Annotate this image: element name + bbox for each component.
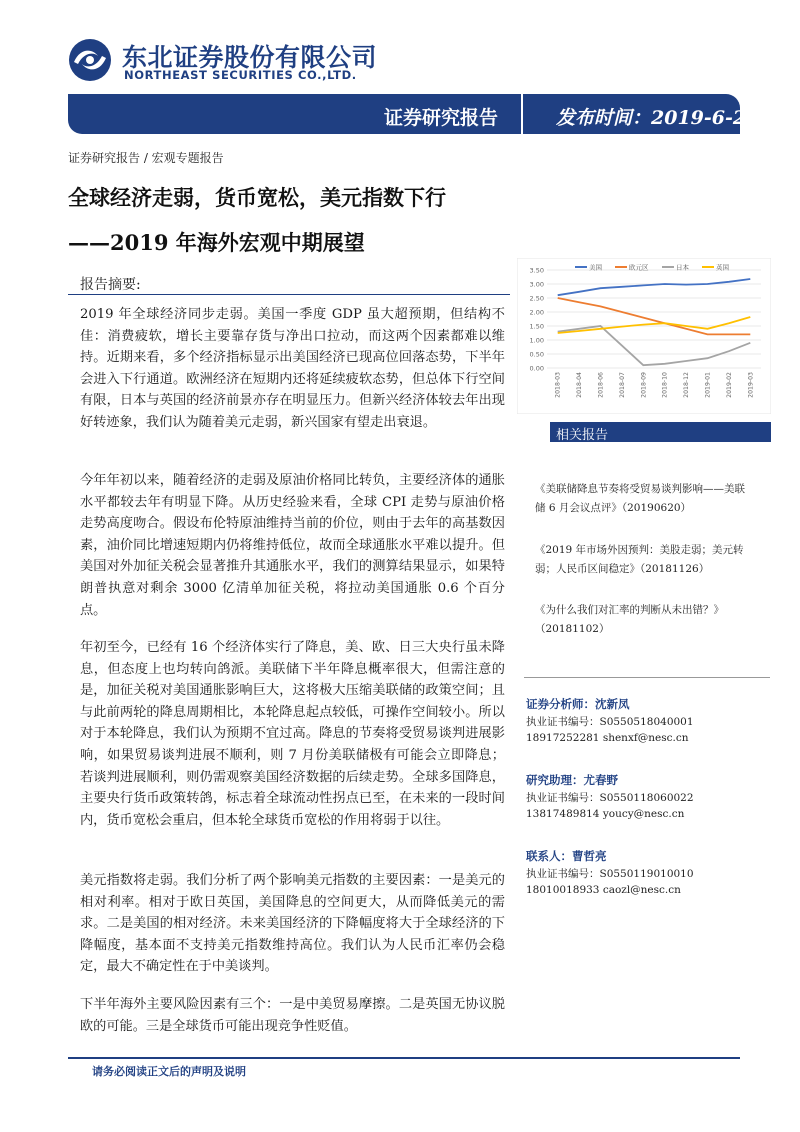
company-name-cn: 东北证券股份有限公司: [122, 43, 378, 72]
report-type-label: 证券研究报告: [384, 107, 499, 129]
analyst-divider: [524, 677, 770, 678]
company-logo-icon: [68, 38, 112, 82]
summary-paragraph-5: 下半年海外主要风险因素有三个：一是中美贸易摩擦。二是英国无协议脱欧的可能。三是全球货币可能出现竞争性贬值。: [80, 997, 505, 1034]
breadcrumb: 证券研究报告 / 宏观专题报告: [68, 151, 224, 165]
summary-paragraph-1: 2019 年全球经济同步走弱。美国一季度 GDP 虽大超预期，但结构不佳：消费疲软，增长主要靠存货与净出口拉动，而这两个因素都难以维持。近期来看，多个经济指标显示出美国经济已现高位回落态势，下半年会进入下行通道。欧洲经济在短期内还将延续疲软态势，但总体下行空间有限，日本与英国的经济前景亦存在明显压力。但新兴经济体较去年出现好转迹象，我们认为随着美元走弱，新兴国家有望走出衰退。: [80, 307, 505, 430]
y-tick-label: 1.00: [529, 336, 544, 345]
company-name-en: NORTHEAST SECURITIES CO.,LTD.: [124, 68, 357, 82]
summary-divider: [68, 294, 510, 295]
x-tick-label: 2018-12: [683, 372, 691, 398]
analyst-cert: 执业证书编号：S0550118060022: [526, 792, 694, 804]
analyst-cert: 执业证书编号：S0550518040001: [526, 716, 694, 728]
x-tick-label: 2018-06: [597, 372, 605, 398]
legend-label: 美国: [589, 263, 602, 272]
summary-heading: 报告摘要:: [80, 277, 141, 293]
y-tick-label: 0.50: [529, 350, 544, 359]
analyst-role: 联系人：曹哲亮: [526, 849, 607, 863]
disclaimer-note: 请务必阅读正文后的声明及说明: [92, 1065, 246, 1078]
x-tick-label: 2018-10: [661, 372, 669, 398]
related-reports-title: 相关报告: [556, 428, 609, 443]
x-tick-label: 2019-03: [747, 372, 755, 398]
legend-label: 英国: [716, 263, 729, 272]
related-report-item[interactable]: 《美联储降息节奏将受贸易谈判影响——美联储 6 月会议点评》（20190620）: [535, 483, 745, 514]
bond-yield-chart: [517, 258, 771, 414]
x-tick-label: 2019-02: [725, 372, 733, 398]
analyst-contact: 18010018933 caozl@nesc.cn: [526, 884, 681, 896]
page-subtitle: ——2019 年海外宏观中期展望: [68, 230, 365, 255]
x-tick-label: 2018-03: [554, 372, 562, 398]
y-tick-label: 0.00: [529, 364, 544, 373]
legend-label: 欧元区: [629, 263, 649, 272]
page-title: 全球经济走弱，货币宽松，美元指数下行: [68, 185, 446, 210]
publish-date: 发布时间：2019-6-24: [556, 107, 760, 129]
y-tick-label: 3.50: [529, 266, 544, 275]
legend-label: 日本: [676, 263, 689, 272]
y-tick-label: 2.50: [529, 294, 544, 303]
y-tick-label: 1.50: [529, 322, 544, 331]
related-report-item[interactable]: 《为什么我们对汇率的判断从未出错？》（20181102）: [535, 604, 724, 635]
x-tick-label: 2019-01: [704, 372, 712, 398]
footer-divider: [68, 1057, 740, 1059]
x-tick-label: 2018-09: [640, 372, 648, 398]
y-tick-label: 3.00: [529, 280, 544, 289]
summary-paragraph-2: 今年年初以来，随着经济的走弱及原油价格同比转负，主要经济体的通胀水平都较去年有明显下降。从历史经验来看，全球 CPI 走势与原油价格走势高度吻合。假设布伦特原油维持当前的价位，则由于去年的高基数因素，油价同比增速短期内仍将维持低位，故而全球通胀水平难以提升。但美国对外加征关税会显著推升其通胀水平，我们的测算结果显示，如果特朗普执意对剩余 3000 亿清单加征关税，将拉动美国通胀 0.6 个百分点。: [80, 473, 505, 618]
analyst-role: 研究助理：尤春野: [526, 773, 618, 787]
x-tick-label: 2018-04: [576, 372, 584, 398]
summary-paragraph-3: 年初至今，已经有 16 个经济体实行了降息，美、欧、日三大央行虽未降息，但态度上也均转向鸽派。美联储下半年降息概率很大，但需注意的是，加征关税对美国通胀影响巨大，这将极大压缩美联储的政策空间；且与此前两轮的降息周期相比，本轮降息起点较低，可操作空间较小。所以对于本轮降息，我们认为预期不宜过高。降息的节奏将受贸易谈判进展影响，如果贸易谈判进展不顺利，则 7 月份美联储极有可能会立即降息；若谈判进展顺利，则仍需观察美国经济数据的后续走势。全球多国降息，主要央行货币政策转鸽，标志着全球流动性拐点已至，在未来的一段时间内，货币宽松会重启，但本轮全球货币宽松的作用将弱于以往。: [80, 640, 505, 828]
analyst-cert: 执业证书编号：S0550119010010: [526, 868, 694, 880]
analyst-contact: 18917252281 shenxf@nesc.cn: [526, 732, 689, 744]
related-report-item[interactable]: 《2019 年市场外因预判：美股走弱；美元转弱；人民币区间稳定》（20181126）: [535, 544, 744, 575]
y-tick-label: 2.00: [529, 308, 544, 317]
chart-canvas: [517, 258, 771, 414]
summary-paragraph-4: 美元指数将走弱。我们分析了两个影响美元指数的主要因素：一是美元的相对利率。相对于欧日英国，美国降息的空间更大，从而降低美元的需求。二是美国的相对经济。未来美国经济的下降幅度将大于全球经济的下降幅度，基本面不支持美元指数维持高位。我们认为人民币汇率仍会稳定，最大不确定性在于中美谈判。: [80, 873, 505, 975]
analyst-role: 证券分析师：沈新凤: [526, 697, 630, 711]
analyst-contact: 13817489814 youcy@nesc.cn: [526, 808, 685, 820]
x-tick-label: 2018-07: [618, 372, 626, 398]
banner-divider: [521, 94, 523, 134]
